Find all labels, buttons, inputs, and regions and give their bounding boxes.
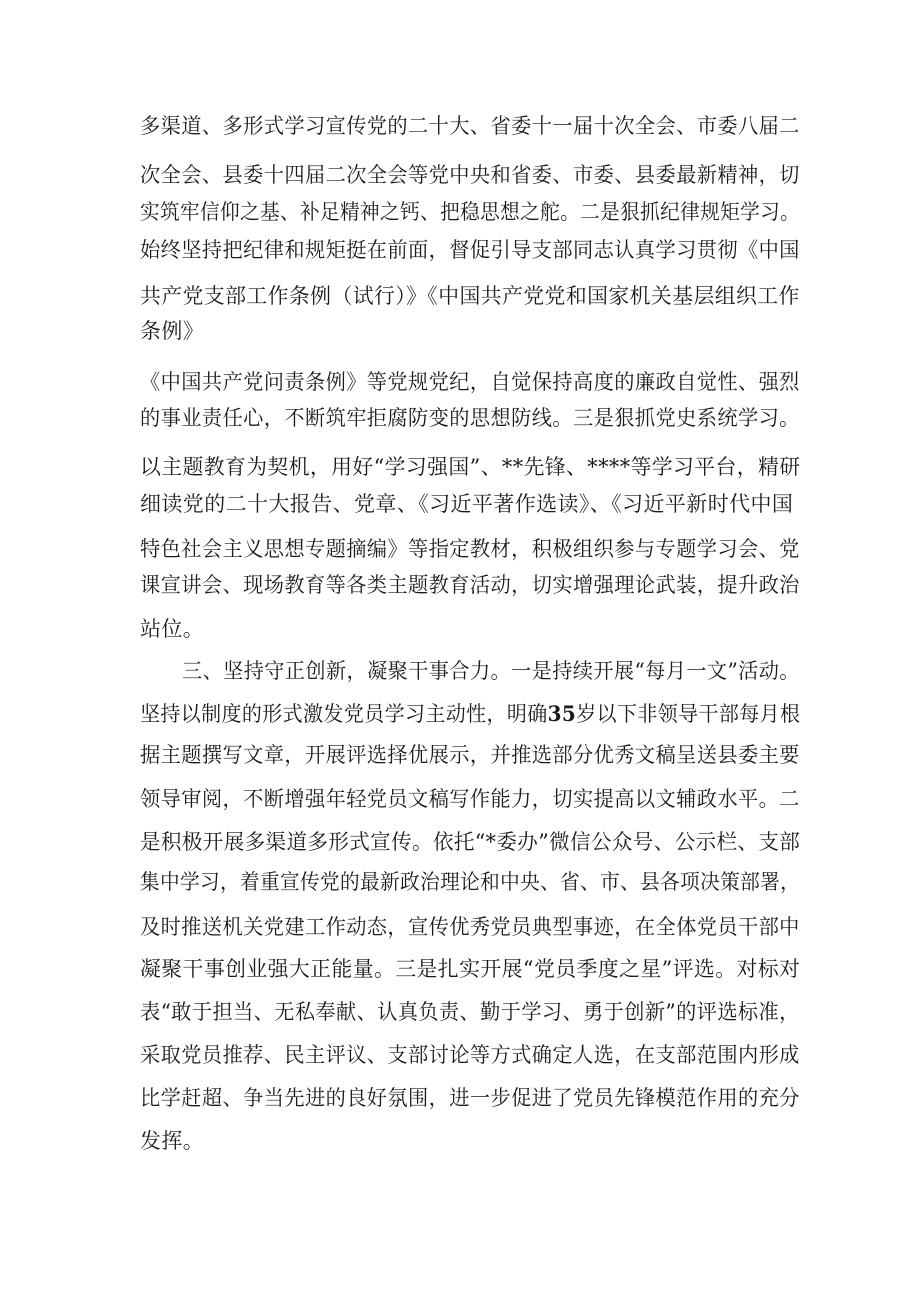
age-number: 35 xyxy=(547,701,577,726)
paragraph-text: 坚持以制度的形式激发党员学习主动性，明确 xyxy=(140,702,548,726)
paragraph-line: 表“敢于担当、无私奉献、认真负责、勤于学习、勇于创新”的评选标准， xyxy=(140,1000,800,1024)
section-heading-line: 三、坚持守正创新，凝聚干事合力。一是持续开展“每月一文”活动。 xyxy=(182,659,800,683)
paragraph-line: 发挥。 xyxy=(140,1129,205,1153)
paragraph-line: 次全会、县委十四届二次全会等党中央和省委、市委、县委最新精神，切 xyxy=(140,163,800,187)
paragraph-line: 特色社会主义思想专题摘编》等指定教材，积极组织参与专题学习会、党 xyxy=(140,537,800,561)
paragraph-text: 岁以下非领导干部每月根 xyxy=(576,702,801,726)
paragraph-line: 据主题撰写文章，开展评选择优展示，并推选部分优秀文稿呈送县委主要 xyxy=(140,743,800,767)
paragraph-line: 及时推送机关党建工作动态，宣传优秀党员典型事迹，在全体党员干部中 xyxy=(140,915,800,939)
paragraph-line: 领导审阅，不断增强年轻党员文稿写作能力，切实提高以文辅政水平。二 xyxy=(140,787,800,811)
paragraph-line: 实筑牢信仰之基、补足精神之钙、把稳思想之舵。二是狠抓纪律规矩学习。 xyxy=(140,200,801,224)
paragraph-line xyxy=(140,699,800,729)
paragraph-line: 集中学习，着重宣传党的最新政治理论和中央、省、市、县各项决策部署， xyxy=(140,870,801,894)
paragraph-line: 共产党支部工作条例（试行）》《中国共产党党和国家机关基层组织工作 xyxy=(140,284,800,308)
paragraph-line: 比学赶超、争当先进的良好氛围，进一步促进了党员先锋模范作用的充分 xyxy=(140,1086,800,1110)
paragraph-line: 是积极开展多渠道多形式宣传。依托“*委办”微信公众号、公示栏、支部 xyxy=(140,830,801,854)
paragraph-line: 始终坚持把纪律和规矩挺在前面，督促引导支部同志认真学习贯彻《中国 xyxy=(140,238,800,262)
paragraph-line: 站位。 xyxy=(140,617,205,641)
paragraph-line: 的事业责任心，不断筑牢拒腐防变的思想防线。三是狠抓党史系统学习。 xyxy=(140,406,800,430)
paragraph-line: 采取党员推荐、民主评议、支部讨论等方式确定人选，在支部范围内形成 xyxy=(140,1043,800,1067)
paragraph-line: 细读党的二十大报告、党章、《习近平著作选读》、《习近平新时代中国 xyxy=(140,492,794,516)
paragraph-line: 《中国共产党问责条例》等党规党纪，自觉保持高度的廉政自觉性、强烈 xyxy=(140,370,800,394)
paragraph-line: 以主题教育为契机，用好“学习强国”、**先锋、****等学习平台，精研 xyxy=(140,455,801,479)
paragraph-line: 多渠道、多形式学习宣传党的二十大、省委十一届十次全会、市委八届二 xyxy=(140,114,800,138)
paragraph-line: 条例》 xyxy=(140,319,205,343)
paragraph-line: 凝聚干事创业强大正能量。三是扎实开展“党员季度之星”评选。对标对 xyxy=(140,957,801,981)
paragraph-line: 课宣讲会、现场教育等各类主题教育活动，切实增强理论武装，提升政治 xyxy=(140,573,800,597)
